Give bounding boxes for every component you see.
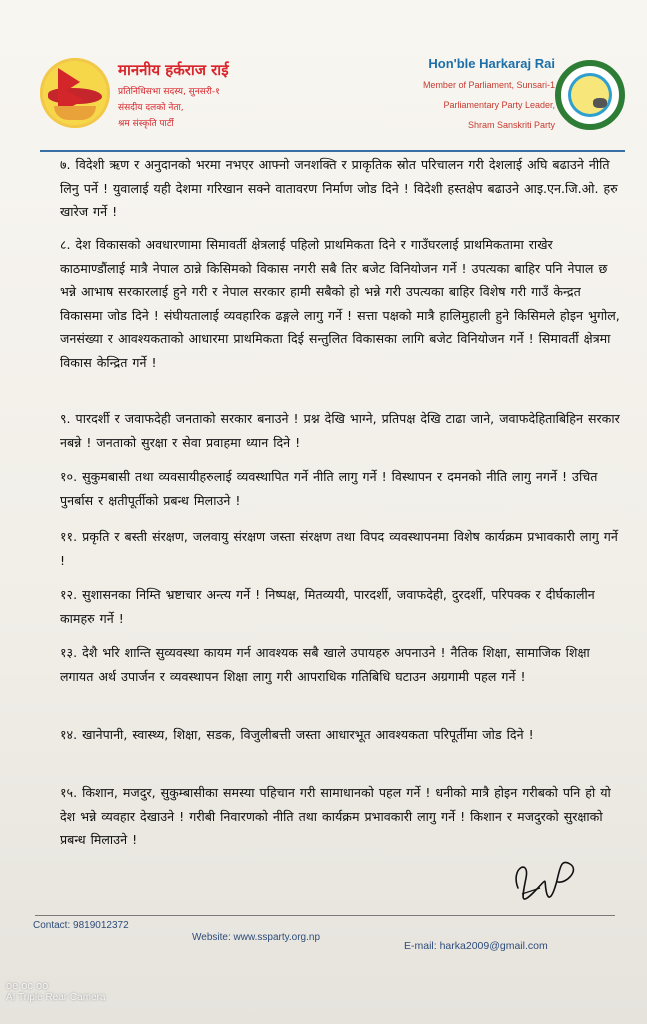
camera-watermark-rings: oe oc oo <box>6 980 49 992</box>
header-right-line1: Member of Parliament, Sunsari-1 <box>422 80 555 90</box>
point-8: ८. देश विकासको अवधारणामा सिमावर्ती क्षेत्रलाई पहिलो प्राथमिकता दिने र गाउँघरलाई प्राथमिकतामा राखेर काठमाण्डौंलाई मात्रै नेपाल ठान्ने किसिमको विकास नगरी सबै तिर बजेट विनियोजन गर्ने ! उपत्यका बाहिर पनि नेपाल छ भन्ने आभाष सरकारलाई हुने गरी र नेपाल सरकार हामी सबैको हो भन्ने गरी उपत्यका बाहिर विशेष गरी गाउँ केन्द्रत विकासमा जोड दिने ! संघीयतालाई व्यवहारिक ढङ्गले लागु गर्ने ! सत्ता पक्षको मात्रै हालिमुहाली हुने किसिमले होइन भुगोल, जनसंख्या र आवश्यकताको आधारमा प्राथमिकता दिई सन्तुलित विकासका लागि बजेट विनियोजन गर्ने ! सिमावर्ती क्षेत्रमा विकास केन्द्रित गर्ने ! <box>60 237 620 370</box>
header-left-line2: संसदीय दलको नेता, <box>118 103 184 113</box>
point-12: १२. सुशासनका निम्ति भ्रष्टाचार अन्त्य गर्ने ! निष्पक्ष, मितव्ययी, पारदर्शी, जवाफदेही, दुरदर्शी, परिपक्क र दीर्घकालीन कामहरु गर्ने ! <box>60 587 595 626</box>
point-10: १०. सुकुमबासी तथा व्यवसायीहरुलाई व्यवस्थापित गर्ने नीति लागु गर्ने ! विस्थापन र दमनको नीति लागु नगर्ने ! उचित पुनर्बास र क्षतीपूर्तीको प्रबन्ध मिलाउने ! <box>60 469 598 508</box>
letterhead-header <box>0 0 647 150</box>
header-left-line1: प्रतिनिधिसभा सदस्य, सुनसरी-१ <box>118 87 220 97</box>
point-14: १४. खानेपानी, स्वास्थ्य, शिक्षा, सडक, विजुलीबत्ती जस्ता आधारभूत आवश्यकता परिपूर्तीमा जोड दिने ! <box>60 727 534 742</box>
party-logo-inner <box>571 76 609 114</box>
header-right-line2: Parliamentary Party Leader, <box>443 100 555 110</box>
header-divider <box>40 150 625 152</box>
party-logo-emblem <box>593 98 607 108</box>
header-right-name: Hon'ble Harkaraj Rai <box>428 56 555 71</box>
footer-contact: Contact: 9819012372 <box>33 920 129 931</box>
header-right-line3: Shram Sanskriti Party <box>467 120 555 130</box>
point-9: ९. पारदर्शी र जवाफदेही जनताको सरकार बनाउने ! प्रश्न देखि भाग्ने, प्रतिपक्ष देखि टाढा जाने, जवाफदेहिताबिहिन सरकार नबन्ने ! जनताको सुरक्षा र सेवा प्रवाहमा ध्यान दिने ! <box>60 411 620 450</box>
header-left-name: माननीय हर्कराज राई <box>118 61 229 79</box>
handwritten-signature <box>500 848 580 908</box>
hands-shape <box>54 106 96 120</box>
camera-watermark-text: AI Triple Rear Camera <box>6 992 106 1003</box>
nepal-map-logo-icon <box>40 58 110 128</box>
party-logo-icon <box>555 60 625 130</box>
point-15: १५. किशान, मजदुर, सुकुम्बासीका समस्या पहिचान गरी सामाधानको पहल गर्ने ! धनीको मात्रै होइन गरीबको पनि हो यो देश भन्ने व्यवहार देखाउने ! गरीबी निवारणको नीति तथा कार्यक्रम प्रभावकारी लागु गर्ने ! किशान र मजदुरको सुरक्षाको प्रबन्ध मिलाउने ! <box>60 785 611 847</box>
point-11: ११. प्रकृति र बस्ती संरक्षण, जलवायु संरक्षण जस्ता संरक्षण तथा विपद व्यवस्थापनमा विशेष कार्यक्रम प्रभावकारी लागु गर्ने ! <box>60 529 618 568</box>
footer-website: Website: www.ssparty.org.np <box>192 932 321 943</box>
point-7: ७. विदेशी ऋण र अनुदानको भरमा नभएर आफ्नो जनशक्ति र प्राकृतिक स्रोत परिचालन गरी देशलाई अघि बढाउने नीति लिनु पर्ने ! युवालाई यही देशमा गरिखान सक्ने वातावरण निर्माण जोड दिने ! विदेशी हस्तक्षेप बढाउने आइ.एन.जि.ओ. हरु खारेज गर्ने ! <box>60 157 618 219</box>
camera-watermark <box>6 980 105 1003</box>
footer-divider <box>35 915 615 916</box>
footer-email: E-mail: harka2009@gmail.com <box>404 940 548 952</box>
header-left-line3: श्रम संस्कृति पार्टी <box>118 119 174 129</box>
point-13: १३. देशै भरि शान्ति सुव्यवस्था कायम गर्न आवश्यक सबै खाले उपायहरु अपनाउने ! नैतिक शिक्षा, सामाजिक शिक्षा लगायत अर्थ उपार्जन र व्यवस्थापन शिक्षा लागु गरी आपराधिक गतिबिधि घटाउन अग्रगामी पहल गर्ने ! <box>60 645 590 684</box>
